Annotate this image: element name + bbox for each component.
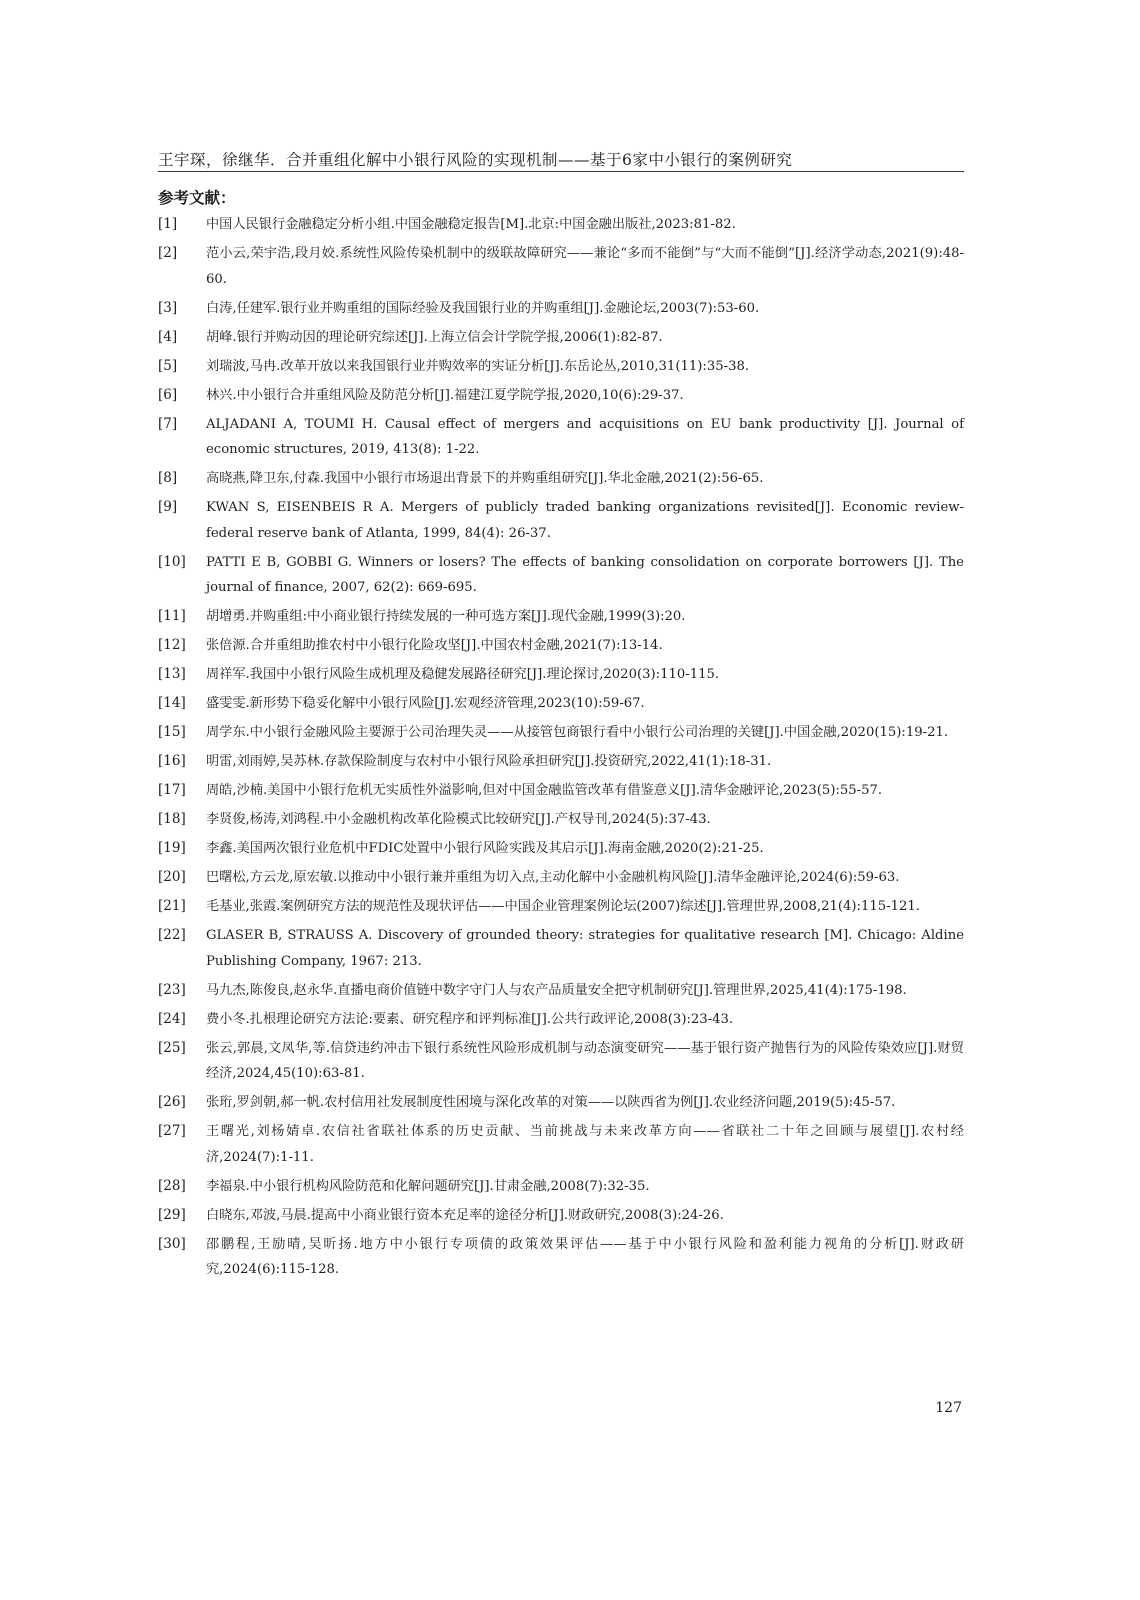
reference-text: 周皓,沙楠.美国中小银行危机无实质性外溢影响,但对中国金融监管改革有借鉴意义[J].清华金融评论,2023(5):55-57. — [206, 783, 883, 798]
reference-item — [158, 241, 964, 292]
reference-number: [9] — [158, 499, 178, 515]
reference-item — [158, 1036, 964, 1087]
reference-text: 范小云,荣宇浩,段月姣.系统性风险传染机制中的级联故障研究——兼论“多而不能倒”与“大而不能倒”[J].经济学动态,2021(9):48-60. — [206, 246, 964, 287]
reference-text: 巴曙松,方云龙,原宏敏.以推动中小银行兼并重组为切入点,主动化解中小金融机构风险[J].清华金融评论,2024(6):59-63. — [206, 870, 900, 885]
reference-item — [158, 1174, 964, 1200]
reference-item — [158, 749, 964, 775]
reference-text: 白涛,任建军.银行业并购重组的国际经验及我国银行业的并购重组[J].金融论坛,2003(7):53-60. — [206, 300, 760, 316]
reference-number: [13] — [158, 666, 186, 682]
reference-text: 中国人民银行金融稳定分析小组.中国金融稳定报告[M].北京:中国金融出版社,2023:81-82. — [206, 217, 736, 232]
reference-text: 白晓东,邓波,马晨.提高中小商业银行资本充足率的途径分析[J].财政研究,2008(3):24-26. — [206, 1207, 724, 1223]
reference-item — [158, 978, 964, 1004]
reference-item — [158, 495, 964, 546]
reference-item — [158, 466, 964, 492]
reference-text: 李鑫.美国两次银行业危机中FDIC处置中小银行风险实践及其启示[J].海南金融,2020(2):21-25. — [206, 841, 764, 856]
reference-item — [158, 604, 964, 630]
reference-item — [158, 1203, 964, 1229]
reference-item — [158, 212, 964, 238]
reference-item — [158, 1119, 964, 1170]
reference-number: [8] — [158, 470, 178, 486]
reference-text: KWAN S, EISENBEIS R A. Mergers of publicly traded banking organizations revisited[J]. Economic review-federal reserve bank of Atlanta, 1999, 84(4): 26-37. — [206, 500, 964, 541]
reference-text: 刘瑞波,马冉.改革开放以来我国银行业并购效率的实证分析[J].东岳论丛,2010,31(11):35-38. — [206, 358, 750, 374]
reference-text: GLASER B, STRAUSS A. Discovery of grounded theory: strategies for qualitative research [M]. Chicago: Aldine Publishing Company, 1967: 213. — [206, 928, 964, 969]
reference-number: [1] — [158, 216, 178, 232]
reference-number: [6] — [158, 386, 178, 403]
reference-item — [158, 836, 964, 862]
reference-item — [158, 923, 964, 974]
reference-number: [30] — [158, 1235, 186, 1252]
reference-text: ALJADANI A, TOUMI H. Causal effect of mergers and acquisitions on EU bank productivity [J]. Journal of economic structures, 2019, 413(8): 1-22. — [206, 416, 964, 457]
reference-text: 李福泉.中小银行机构风险防范和化解问题研究[J].甘肃金融,2008(7):32-35. — [206, 1178, 650, 1194]
reference-text: 明雷,刘雨婷,吴苏林.存款保险制度与农村中小银行风险承担研究[J].投资研究,2022,41(1):18-31. — [206, 754, 772, 769]
reference-number: [11] — [158, 608, 186, 624]
reference-number: [22] — [158, 927, 186, 943]
reference-text: 林兴.中小银行合并重组风险及防范分析[J].福建江夏学院学报,2020,10(6):29-37. — [206, 387, 684, 403]
reference-item — [158, 807, 964, 833]
reference-item — [158, 354, 964, 380]
section-title: 参考文献： — [158, 189, 236, 207]
reference-item — [158, 412, 964, 463]
reference-text: 周祥军.我国中小银行风险生成机理及稳健发展路径研究[J].理论探讨,2020(3):110-115. — [206, 667, 720, 682]
reference-number: [26] — [158, 1094, 186, 1110]
reference-number: [27] — [158, 1123, 186, 1139]
reference-text: 张珩,罗剑朝,郝一帆.农村信用社发展制度性困境与深化改革的对策——以陕西省为例[J].农业经济问题,2019(5):45-57. — [206, 1095, 896, 1110]
reference-number: [12] — [158, 637, 186, 653]
reference-number: [10] — [158, 553, 186, 570]
reference-text: 张云,郭晨,文凤华,等.信贷违约冲击下银行系统性风险形成机制与动态演变研究——基于银行资产抛售行为的风险传染效应[J].财贸经济,2024,45(10):63-81. — [206, 1040, 964, 1081]
running-header: 王宇琛，徐继华．合并重组化解中小银行风险的实现机制——基于6家中小银行的案例研究 — [158, 151, 793, 169]
reference-text: 胡峰.银行并购动因的理论研究综述[J].上海立信会计学院学报,2006(1):82-87. — [206, 329, 663, 345]
reference-number: [23] — [158, 981, 186, 998]
reference-text: 周学东.中小银行金融风险主要源于公司治理失灵——从接管包商银行看中小银行公司治理的关键[J].中国金融,2020(15):19-21. — [206, 725, 949, 740]
reference-number: [14] — [158, 695, 186, 711]
reference-text: 马九杰,陈俊良,赵永华.直播电商价值链中数字守门人与农产品质量安全把守机制研究[J].管理世界,2025,41(4):175-198. — [206, 982, 907, 998]
reference-number: [28] — [158, 1177, 186, 1194]
reference-item — [158, 1007, 964, 1033]
reference-number: [3] — [158, 299, 178, 316]
reference-number: [24] — [158, 1010, 186, 1027]
header-rule — [158, 171, 964, 172]
reference-number: [7] — [158, 415, 178, 432]
reference-item — [158, 296, 964, 322]
reference-text: 邵鹏程,王励晴,吴昕扬.地方中小银行专项债的政策效果评估——基于中小银行风险和盈利能力视角的分析[J].财政研究,2024(6):115-128. — [206, 1236, 964, 1277]
reference-text: 费小冬.扎根理论研究方法论:要素、研究程序和评判标准[J].公共行政评论,2008(3):23-43. — [206, 1011, 734, 1027]
reference-number: [20] — [158, 869, 186, 885]
reference-item — [158, 1090, 964, 1116]
reference-text: PATTI E B, GOBBI G. Winners or losers? The effects of banking consolidation on corporate borrowers [J]. The journal of finance, 2007, 62(2): 669-695. — [206, 554, 964, 595]
reference-number: [2] — [158, 245, 178, 261]
reference-number: [29] — [158, 1206, 186, 1223]
reference-number: [16] — [158, 753, 186, 769]
reference-item — [158, 778, 964, 804]
reference-item — [158, 894, 964, 920]
reference-text: 李贤俊,杨涛,刘鸿程.中小金融机构改革化险模式比较研究[J].产权导刊,2024(5):37-43. — [206, 812, 711, 827]
reference-item — [158, 720, 964, 746]
reference-text: 王曙光,刘杨婧卓.农信社省联社体系的历史贡献、当前挑战与未来改革方向——省联社二十年之回顾与展望[J].农村经济,2024(7):1-11. — [206, 1124, 964, 1165]
reference-number: [4] — [158, 328, 178, 345]
reference-item — [158, 691, 964, 717]
reference-item — [158, 662, 964, 688]
reference-item — [158, 1232, 964, 1283]
reference-list — [158, 212, 964, 1286]
page-number: 127 — [935, 1400, 962, 1416]
reference-item — [158, 865, 964, 891]
reference-item — [158, 325, 964, 351]
reference-number: [21] — [158, 898, 186, 914]
reference-number: [25] — [158, 1039, 186, 1056]
reference-number: [18] — [158, 811, 186, 827]
reference-text: 盛雯雯.新形势下稳妥化解中小银行风险[J].宏观经济管理,2023(10):59-67. — [206, 696, 645, 711]
reference-text: 张倍源.合并重组助推农村中小银行化险攻坚[J].中国农村金融,2021(7):13-14. — [206, 638, 663, 653]
reference-number: [15] — [158, 724, 186, 740]
reference-text: 高晓燕,降卫东,付森.我国中小银行市场退出背景下的并购重组研究[J].华北金融,2021(2):56-65. — [206, 471, 764, 486]
reference-number: [19] — [158, 840, 186, 856]
reference-item — [158, 633, 964, 659]
reference-item — [158, 383, 964, 409]
reference-text: 毛基业,张霞.案例研究方法的规范性及现状评估——中国企业管理案例论坛(2007)综述[J].管理世界,2008,21(4):115-121. — [206, 899, 920, 914]
reference-number: [5] — [158, 357, 178, 374]
reference-number: [17] — [158, 782, 186, 798]
reference-item — [158, 550, 964, 601]
reference-text: 胡增勇.并购重组:中小商业银行持续发展的一种可选方案[J].现代金融,1999(3):20. — [206, 609, 686, 624]
